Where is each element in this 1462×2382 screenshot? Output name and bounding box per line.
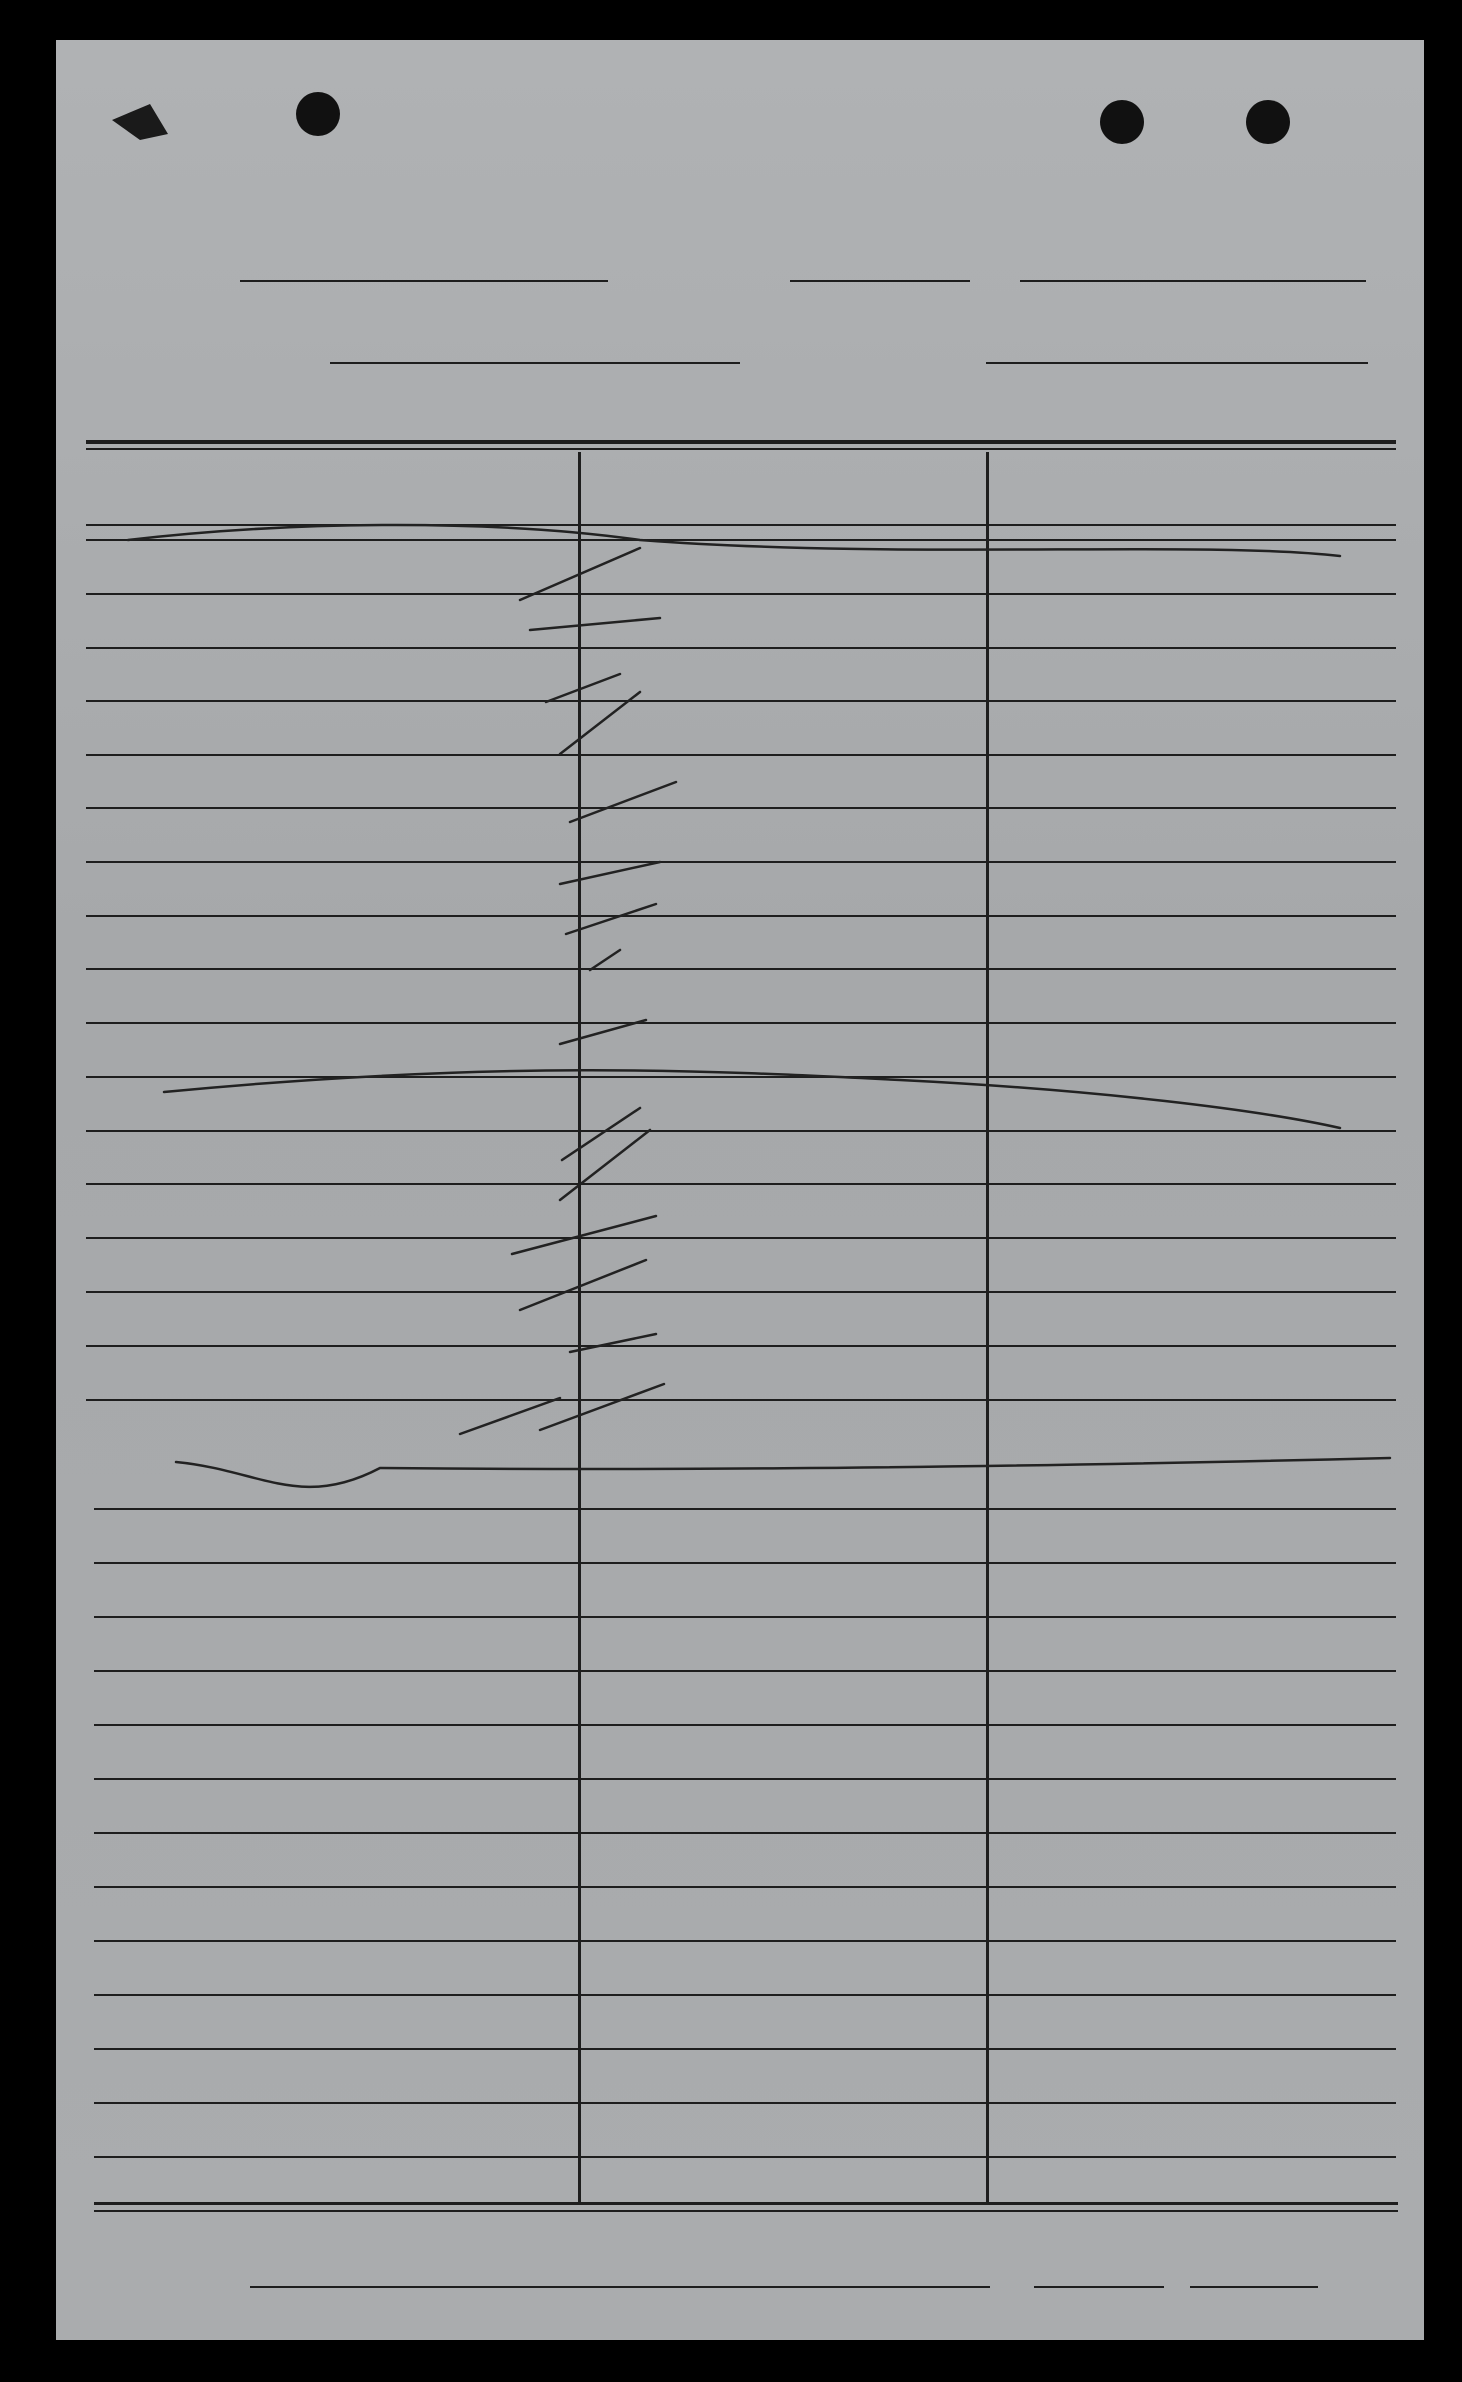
- pen-tick-mark: [560, 862, 660, 884]
- pen-tick-mark: [560, 692, 640, 754]
- pen-tick-mark: [570, 782, 676, 822]
- pen-tick-mark: [560, 1130, 650, 1200]
- strike-through-line: [164, 1070, 1340, 1128]
- pen-tick-mark: [540, 1384, 664, 1430]
- strike-through-line: [176, 1458, 1390, 1487]
- pen-tick-mark: [512, 1216, 656, 1254]
- pen-tick-mark: [520, 1260, 646, 1310]
- pen-tick-mark: [546, 674, 620, 702]
- pen-tick-mark: [570, 1334, 656, 1352]
- strike-through-line: [128, 525, 1340, 556]
- pen-tick-mark: [566, 904, 656, 934]
- row-pen-marks: [128, 525, 1390, 1487]
- ink-blot: [112, 104, 168, 140]
- pen-tick-mark: [562, 1108, 640, 1160]
- pen-tick-mark: [530, 618, 660, 630]
- pen-tick-mark: [590, 950, 620, 970]
- pen-tick-mark: [560, 1020, 646, 1044]
- pen-tick-mark: [520, 548, 640, 600]
